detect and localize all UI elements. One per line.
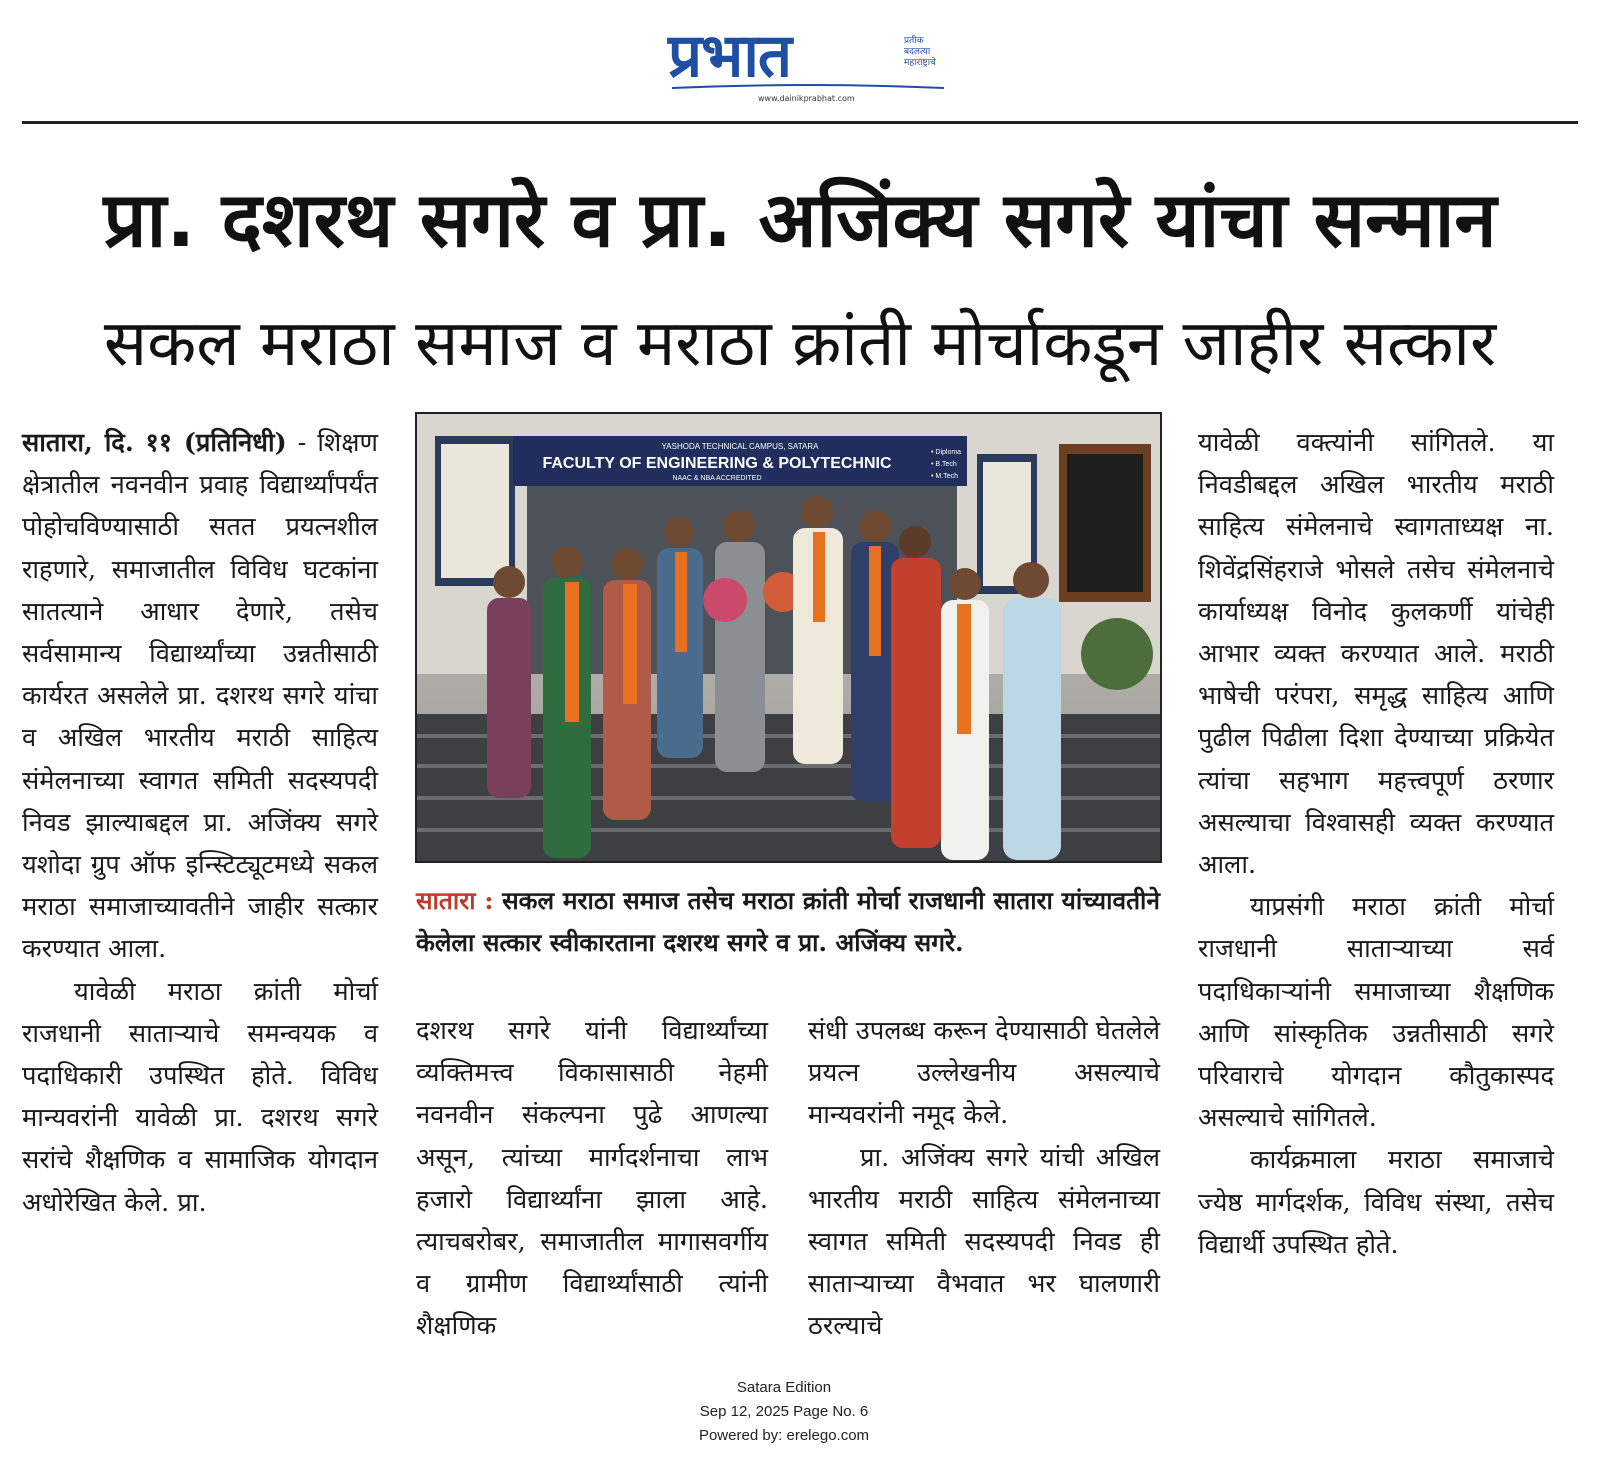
caption-place: सातारा :	[416, 886, 494, 915]
article-paragraph: याप्रसंगी मराठा क्रांती मोर्चा राजधानी साताऱ्याच्या सर्व पदाधिकाऱ्यांनी समाजाच्या शैक्षणिक आणि सांस्कृतिक उन्नतीसाठी सगरे परिवाराचे योगदान कौतुकास्पद असल्याचे सांगितले.	[1198, 892, 1554, 1134]
article-paragraph: दशरथ सगरे यांनी विद्यार्थ्यांच्या व्यक्तिमत्त्व विकासासाठी नेहमी नवनवीन संकल्पना पुढे आणल्या असून, त्यांच्या मार्गदर्शनाचा लाभ हजारो विद्यार्थ्यांना झाला आहे. त्याचबरोबर, समाजातील मागासवर्गीय व ग्रामीण विद्यार्थ्यांसाठी त्यांनी शैक्षणिक	[416, 1016, 768, 1342]
article-column-4	[1198, 422, 1554, 1266]
photo-illustration	[417, 414, 1160, 861]
news-photo[interactable]	[415, 412, 1162, 863]
caption-text: सकल मराठा समाज तसेच मराठा क्रांती मोर्चा राजधानी सातारा यांच्यावतीने केलेला सत्कार स्वीकारताना दशरथ सगरे व प्रा. अजिंक्य सगरे.	[416, 886, 1160, 957]
powered-by: Powered by: erelego.com	[698, 1427, 870, 1444]
article-paragraph: प्रा. अजिंक्य सगरे यांची अखिल भारतीय मराठी साहित्य संमेलनाच्या स्वागत समिती सदस्यपदी निवड ही साताऱ्याच्या वैभवात भर घालणारी ठरल्याचे	[808, 1142, 1160, 1342]
edition-name: Satara Edition	[736, 1379, 832, 1396]
sign-course: • Diploma	[931, 449, 962, 456]
article-paragraph	[22, 422, 378, 971]
subheadline: सकल मराठा समाज व मराठा क्रांती मोर्चाकडून जाहीर सत्कार	[103, 307, 1497, 381]
article-paragraph: यावेळी मराठा क्रांती मोर्चा राजधानी साताऱ्याचे समन्वयक व पदाधिकारी उपस्थित होते. विविध मान्यवरांनी यावेळी प्रा. दशरथ सगरे सरांचे शैक्षणिक व सामाजिक योगदान अधोरेखित केले. प्रा.	[22, 976, 378, 1218]
sign-course: • B.Tech	[931, 461, 957, 468]
masthead	[0, 18, 1600, 108]
sign-course: • M.Tech	[931, 473, 958, 480]
logo-swoosh-icon	[668, 80, 948, 94]
paragraph-text: - शिक्षण क्षेत्रातील नवनवीन प्रवाह विद्यार्थ्यांपर्यंत पोहोचविण्यासाठी सतत प्रयत्नशील राहणारे, समाजातील विविध घटकांना सातत्याने आधार देणारे, तसेच सर्वसामान्य विद्यार्थ्यांच्या उन्नतीसाठी कार्यरत असलेले प्रा. दशरथ सगरे यांचा व अखिल भारतीय मराठी साहित्य संमेलनाच्या स्वागत समिती सदस्यपदी निवड झाल्याबद्दल प्रा. अजिंक्य सगरे यशोदा ग्रुप ऑफ इन्स्टिट्यूटमध्ये सकल मराठा समाजाच्यावतीने जाहीर सत्कार करण्यात आला.	[22, 428, 378, 965]
logo-wordmark: प्रभात	[668, 21, 792, 91]
edition-date-page: Sep 12, 2025 Page No. 6	[699, 1403, 869, 1420]
sign-campus-name: YASHODA TECHNICAL CAMPUS, SATARA	[661, 442, 819, 451]
article-column-1	[22, 422, 378, 1224]
logo-url: www.dainikprabhat.com	[758, 94, 855, 103]
sign-faculty-name: FACULTY OF ENGINEERING & POLYTECHNIC	[542, 455, 892, 472]
sign-accreditation: NAAC & NBA ACCREDITED	[672, 475, 762, 482]
article-paragraph: संधी उपलब्ध करून देण्यासाठी घेतलेले प्रयत्न उल्लेखनीय असल्याचे मान्यवरांनी नमूद केले.	[808, 1016, 1160, 1131]
article-paragraph: यावेळी वक्त्यांनी सांगितले. या निवडीबद्दल अखिल भारतीय मराठी साहित्य संमेलनाचे स्वागताध्यक्ष ना. शिवेंद्रसिंहराजे भोसले तसेच संमेलनाचे कार्याध्यक्ष विनोद कुलकर्णी यांचेही आभार व्यक्त करण्यात आले. मराठी भाषेची परंपरा, समृद्ध साहित्य आणि पुढील पिढीला दिशा देण्याच्या प्रक्रियेत त्यांचा सहभाग महत्त्वपूर्ण ठरणार असल्याचा विश्वासही व्यक्त करण्यात आला.	[1198, 428, 1554, 881]
logo-tagline: प्रतीक बदलत्या महाराष्ट्राचे	[904, 36, 936, 68]
article-column-2	[416, 1010, 768, 1348]
article-paragraph: कार्यक्रमाला मराठा समाजाचे ज्येष्ठ मार्गदर्शक, विविध संस्था, तसेच विद्यार्थी उपस्थित होते.	[1198, 1145, 1554, 1260]
headline: प्रा. दशरथ सगरे व प्रा. अजिंक्य सगरे यांचा सन्मान	[103, 175, 1497, 264]
masthead-divider	[22, 121, 1578, 124]
article-column-3	[808, 1010, 1160, 1348]
prabhat-logo[interactable]	[668, 21, 948, 104]
page-footer	[584, 1376, 984, 1448]
dateline: सातारा, दि. ११ (प्रतिनिधी)	[22, 428, 287, 458]
photo-caption	[416, 880, 1160, 964]
